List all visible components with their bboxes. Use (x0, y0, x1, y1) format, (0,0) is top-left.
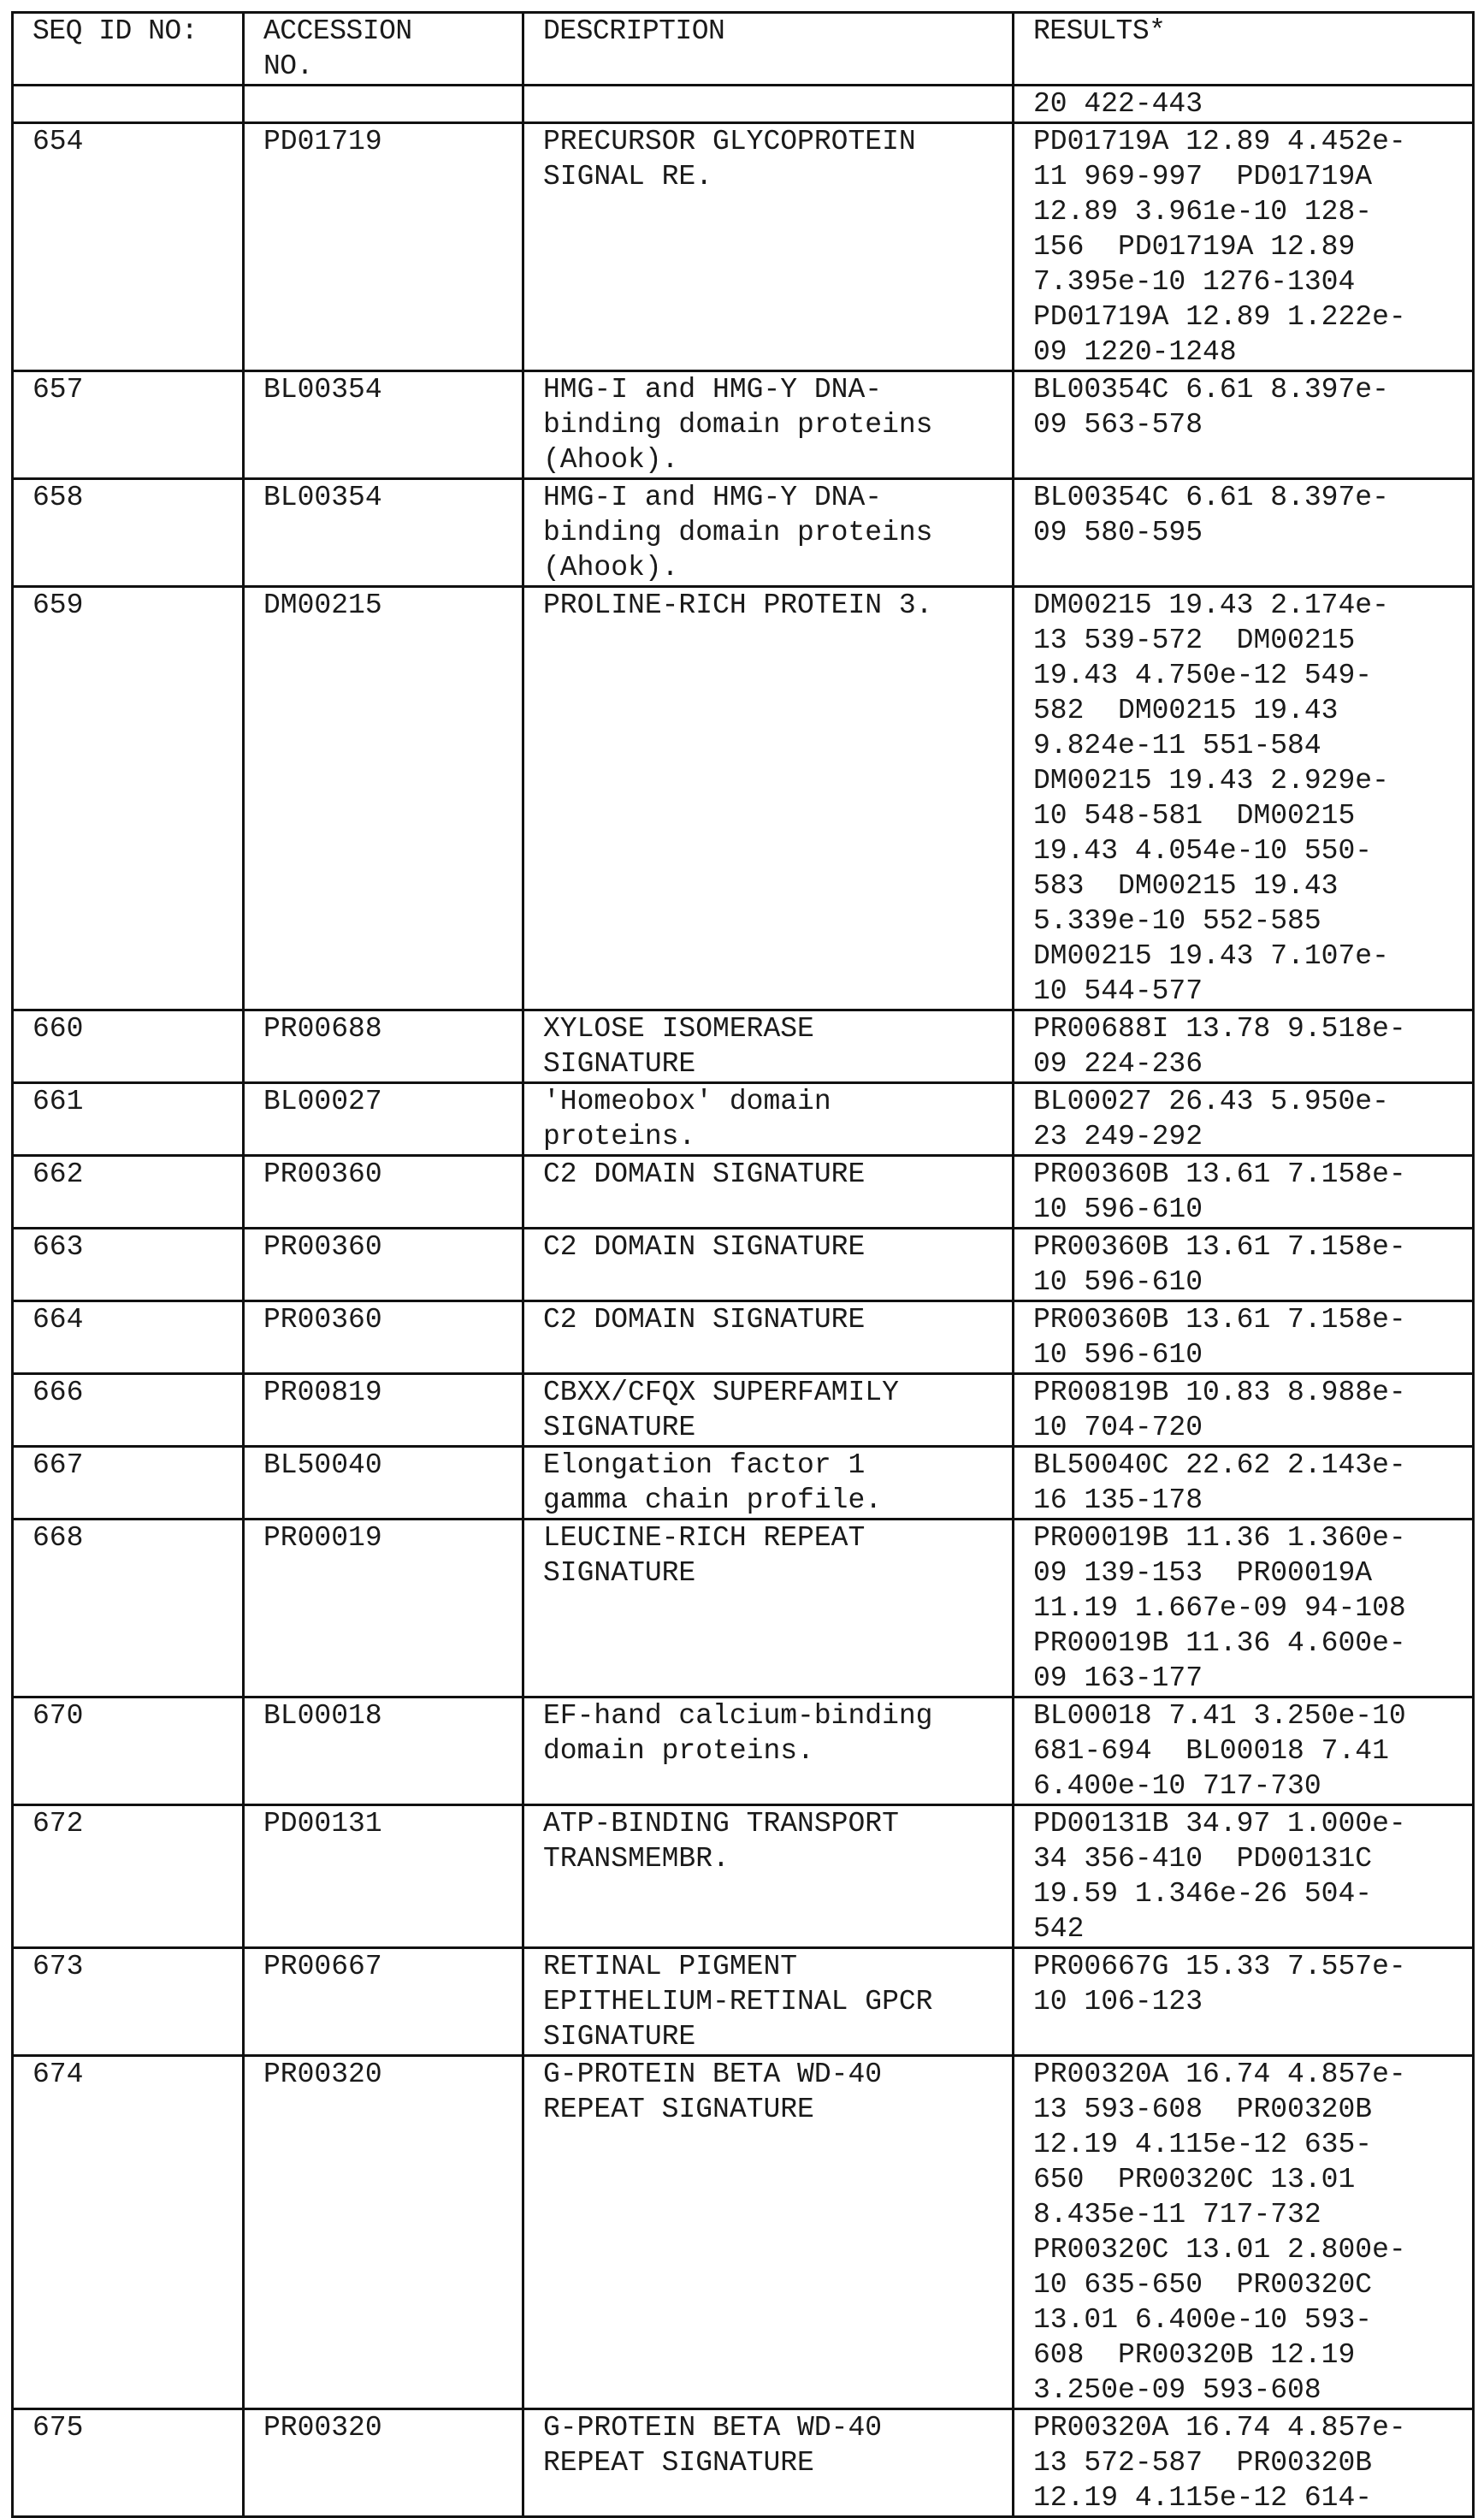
cell-results (1014, 1156, 1474, 1229)
cell-line: 10 548-581 DM00215 (1033, 800, 1356, 832)
cell-description (523, 587, 1014, 1010)
cell-line: 12.89 3.961e-10 128- (1033, 196, 1373, 228)
cell-line: PR00320A 16.74 4.857e- (1033, 2412, 1406, 2444)
cell-accession: PR00667 (244, 1948, 523, 2056)
cell-line: BL00018 7.41 3.250e-10 (1033, 1700, 1406, 1732)
cell-results (1014, 1520, 1474, 1697)
cell-line: 23 249-292 (1033, 1121, 1203, 1152)
cell-line: 09 224-236 (1033, 1048, 1203, 1080)
cell-line: LEUCINE-RICH REPEAT (543, 1522, 866, 1554)
table-row (13, 123, 1474, 371)
cell-line: DM00215 19.43 2.174e- (1033, 590, 1389, 621)
cell-line: 12.19 4.115e-12 635- (1033, 2129, 1373, 2160)
cell-accession: BL50040 (244, 1447, 523, 1520)
cell-line: binding domain proteins (543, 517, 933, 548)
cell-line: 608 PR00320B 12.19 (1033, 2339, 1356, 2371)
cell-accession: PR00360 (244, 1229, 523, 1301)
cell-line: (Ahook). (543, 444, 679, 476)
cell-line: 13 539-572 DM00215 (1033, 625, 1356, 656)
cell-accession: PR00360 (244, 1301, 523, 1374)
cell-line: ATP-BINDING TRANSPORT (543, 1808, 899, 1840)
cell-line: 19.43 4.054e-10 550- (1033, 835, 1373, 867)
cell-line: 13 572-587 PR00320B (1033, 2447, 1373, 2479)
cell-results (1014, 1697, 1474, 1805)
table-row (13, 1010, 1474, 1083)
cell-line: 10 596-610 (1033, 1266, 1203, 1298)
cell-seq-id: 666 (13, 1374, 244, 1447)
cell-line: 10 635-650 PR00320C (1033, 2269, 1373, 2301)
cell-line: PR00688I 13.78 9.518e- (1033, 1013, 1406, 1045)
cell-accession: BL00018 (244, 1697, 523, 1805)
cell-line: gamma chain profile. (543, 1484, 883, 1516)
cell-seq-id: 657 (13, 371, 244, 479)
table-row (13, 1948, 1474, 2056)
cell-description (523, 1520, 1014, 1697)
cell-description (523, 371, 1014, 479)
table-row (13, 2409, 1474, 2517)
cell-line: 681-694 BL00018 7.41 (1033, 1735, 1389, 1767)
table-row (13, 2056, 1474, 2409)
cell-line: binding domain proteins (543, 409, 933, 441)
cell-accession: PR00819 (244, 1374, 523, 1447)
cell-line: ACCESSION (263, 15, 412, 47)
cell-line: 13.01 6.400e-10 593- (1033, 2304, 1373, 2336)
cell-results (1014, 479, 1474, 587)
cell-results (1014, 2056, 1474, 2409)
table-row (13, 1156, 1474, 1229)
cell-results (1014, 1447, 1474, 1520)
cell-accession: BL00354 (244, 371, 523, 479)
cell-line: 10 704-720 (1033, 1412, 1203, 1443)
cell-seq-id: 667 (13, 1447, 244, 1520)
cell-description (523, 86, 1014, 123)
cell-line: 09 563-578 (1033, 409, 1203, 441)
cell-line: G-PROTEIN BETA WD-40 (543, 2059, 883, 2090)
cell-seq-id: 662 (13, 1156, 244, 1229)
cell-line: 19.59 1.346e-26 504- (1033, 1878, 1373, 1910)
cell-line: REPEAT SIGNATURE (543, 2447, 814, 2479)
cell-line: EPITHELIUM-RETINAL GPCR (543, 1986, 933, 2017)
cell-line: PR00320C 13.01 2.800e- (1033, 2234, 1406, 2266)
cell-line: BL50040C 22.62 2.143e- (1033, 1449, 1406, 1481)
cell-line: HMG-I and HMG-Y DNA- (543, 482, 883, 513)
cell-line: 6.400e-10 717-730 (1033, 1770, 1321, 1802)
table-row (13, 479, 1474, 587)
cell-results (1014, 1301, 1474, 1374)
cell-line: DM00215 19.43 2.929e- (1033, 765, 1389, 797)
cell-accession (244, 86, 523, 123)
cell-results (1014, 587, 1474, 1010)
cell-line: (Ahook). (543, 552, 679, 584)
cell-line: 09 163-177 (1033, 1662, 1203, 1694)
table-row (13, 587, 1474, 1010)
cell-line: 09 580-595 (1033, 517, 1203, 548)
cell-line: 9.824e-11 551-584 (1033, 730, 1321, 761)
cell-accession: PR00320 (244, 2409, 523, 2517)
cell-line: 34 356-410 PD00131C (1033, 1843, 1373, 1875)
cell-seq-id: 658 (13, 479, 244, 587)
cell-line: PD00131B 34.97 1.000e- (1033, 1808, 1406, 1840)
table-row (13, 1805, 1474, 1948)
cell-description (523, 2409, 1014, 2517)
cell-line: PD01719A 12.89 4.452e- (1033, 126, 1406, 157)
cell-line: Elongation factor 1 (543, 1449, 866, 1481)
continuation-row (13, 86, 1474, 123)
cell-accession: PD01719 (244, 123, 523, 371)
cell-description (523, 1805, 1014, 1948)
cell-results (1014, 1948, 1474, 2056)
cell-line: 7.395e-10 1276-1304 (1033, 266, 1356, 298)
cell-accession: PR00688 (244, 1010, 523, 1083)
cell-line: BL00027 26.43 5.950e- (1033, 1086, 1389, 1117)
table-row (13, 1697, 1474, 1805)
cell-seq-id: 668 (13, 1520, 244, 1697)
cell-description (523, 123, 1014, 371)
cell-line: PR00819B 10.83 8.988e- (1033, 1377, 1406, 1408)
cell-line: C2 DOMAIN SIGNATURE (543, 1304, 866, 1336)
cell-seq-id: 675 (13, 2409, 244, 2517)
header-seq-id (13, 13, 244, 86)
cell-line: C2 DOMAIN SIGNATURE (543, 1231, 866, 1263)
header-description (523, 13, 1014, 86)
cell-line: proteins. (543, 1121, 696, 1152)
cell-line: 156 PD01719A 12.89 (1033, 231, 1356, 263)
cell-line: PR00019B 11.36 1.360e- (1033, 1522, 1406, 1554)
cell-description (523, 1697, 1014, 1805)
table-row (13, 1374, 1474, 1447)
cell-description (523, 2056, 1014, 2409)
cell-line: PR00320A 16.74 4.857e- (1033, 2059, 1406, 2090)
table-row (13, 1447, 1474, 1520)
cell-line: 582 DM00215 19.43 (1033, 695, 1339, 726)
cell-line: SIGNATURE (543, 2021, 696, 2053)
cell-seq-id: 672 (13, 1805, 244, 1948)
cell-line: 11 969-997 PD01719A (1033, 161, 1373, 193)
cell-line: BL00354C 6.61 8.397e- (1033, 374, 1389, 406)
cell-line: 10 596-610 (1033, 1194, 1203, 1225)
cell-line: 5.339e-10 552-585 (1033, 905, 1321, 937)
cell-line: SIGNATURE (543, 1412, 696, 1443)
table-row (13, 1301, 1474, 1374)
cell-seq-id (13, 86, 244, 123)
cell-line: 'Homeobox' domain (543, 1086, 831, 1117)
cell-seq-id: 661 (13, 1083, 244, 1156)
cell-results (1014, 1010, 1474, 1083)
cell-results (1014, 1374, 1474, 1447)
cell-seq-id: 674 (13, 2056, 244, 2409)
table-header-row (13, 13, 1474, 86)
table-row (13, 1229, 1474, 1301)
cell-line: NO. (263, 50, 313, 82)
cell-line: CBXX/CFQX SUPERFAMILY (543, 1377, 899, 1408)
cell-seq-id: 654 (13, 123, 244, 371)
cell-line: DESCRIPTION (543, 15, 725, 47)
cell-line: PR00360B 13.61 7.158e- (1033, 1304, 1406, 1336)
cell-accession: DM00215 (244, 587, 523, 1010)
cell-line: SEQ ID NO: (33, 15, 198, 47)
cell-line: 13 593-608 PR00320B (1033, 2094, 1373, 2125)
cell-line: G-PROTEIN BETA WD-40 (543, 2412, 883, 2444)
cell-results (1014, 371, 1474, 479)
cell-description (523, 1301, 1014, 1374)
cell-line: XYLOSE ISOMERASE (543, 1013, 814, 1045)
cell-results (1014, 1805, 1474, 1948)
cell-line: EF-hand calcium-binding (543, 1700, 933, 1732)
cell-line: 12.19 4.115e-12 614- (1033, 2482, 1373, 2514)
cell-description (523, 1948, 1014, 2056)
cell-line: HMG-I and HMG-Y DNA- (543, 374, 883, 406)
cell-line: 8.435e-11 717-732 (1033, 2199, 1321, 2231)
cell-results (1014, 1083, 1474, 1156)
cell-line: C2 DOMAIN SIGNATURE (543, 1158, 866, 1190)
cell-line: 583 DM00215 19.43 (1033, 870, 1339, 902)
cell-line: SIGNAL RE. (543, 161, 713, 193)
cell-line: 09 139-153 PR00019A (1033, 1557, 1373, 1589)
cell-description (523, 1156, 1014, 1229)
cell-line: SIGNATURE (543, 1048, 696, 1080)
cell-line: 3.250e-09 593-608 (1033, 2374, 1321, 2406)
table-row (13, 1083, 1474, 1156)
sequence-results-table (11, 11, 1475, 2518)
cell-seq-id: 664 (13, 1301, 244, 1374)
cell-results (1014, 123, 1474, 371)
cell-accession: BL00354 (244, 479, 523, 587)
cell-results (1014, 86, 1474, 123)
cell-description (523, 1083, 1014, 1156)
cell-description (523, 1447, 1014, 1520)
cell-seq-id: 670 (13, 1697, 244, 1805)
cell-line: 10 596-610 (1033, 1339, 1203, 1371)
cell-accession: PR00019 (244, 1520, 523, 1697)
cell-line: 10 106-123 (1033, 1986, 1203, 2017)
table-row (13, 371, 1474, 479)
cell-line: BL00354C 6.61 8.397e- (1033, 482, 1389, 513)
cell-line: PD01719A 12.89 1.222e- (1033, 301, 1406, 333)
cell-line: RETINAL PIGMENT (543, 1951, 798, 1982)
cell-accession: PR00320 (244, 2056, 523, 2409)
cell-line: 20 422-443 (1033, 88, 1203, 120)
cell-line: PROLINE-RICH PROTEIN 3. (543, 590, 933, 621)
cell-accession: PR00360 (244, 1156, 523, 1229)
cell-line: 542 (1033, 1913, 1085, 1945)
cell-description (523, 479, 1014, 587)
cell-line: 09 1220-1248 (1033, 336, 1237, 368)
cell-line: SIGNATURE (543, 1557, 696, 1589)
cell-seq-id: 660 (13, 1010, 244, 1083)
table-row (13, 1520, 1474, 1697)
cell-line: 11.19 1.667e-09 94-108 (1033, 1592, 1406, 1624)
cell-line: PRECURSOR GLYCOPROTEIN (543, 126, 916, 157)
cell-description (523, 1229, 1014, 1301)
cell-line: PR00019B 11.36 4.600e- (1033, 1627, 1406, 1659)
cell-line: TRANSMEMBR. (543, 1843, 730, 1875)
header-accession (244, 13, 523, 86)
header-results (1014, 13, 1474, 86)
cell-accession: PD00131 (244, 1805, 523, 1948)
cell-line: domain proteins. (543, 1735, 814, 1767)
cell-line: 10 544-577 (1033, 975, 1203, 1007)
cell-line: DM00215 19.43 7.107e- (1033, 940, 1389, 972)
cell-seq-id: 673 (13, 1948, 244, 2056)
cell-line: 16 135-178 (1033, 1484, 1203, 1516)
cell-description (523, 1010, 1014, 1083)
cell-results (1014, 1229, 1474, 1301)
cell-line: REPEAT SIGNATURE (543, 2094, 814, 2125)
cell-results (1014, 2409, 1474, 2517)
cell-description (523, 1374, 1014, 1447)
cell-accession: BL00027 (244, 1083, 523, 1156)
cell-seq-id: 659 (13, 587, 244, 1010)
cell-line: RESULTS* (1033, 15, 1166, 47)
cell-line: 650 PR00320C 13.01 (1033, 2164, 1356, 2195)
cell-line: 19.43 4.750e-12 549- (1033, 660, 1373, 691)
cell-seq-id: 663 (13, 1229, 244, 1301)
cell-line: PR00360B 13.61 7.158e- (1033, 1231, 1406, 1263)
cell-line: PR00667G 15.33 7.557e- (1033, 1951, 1406, 1982)
cell-line: PR00360B 13.61 7.158e- (1033, 1158, 1406, 1190)
